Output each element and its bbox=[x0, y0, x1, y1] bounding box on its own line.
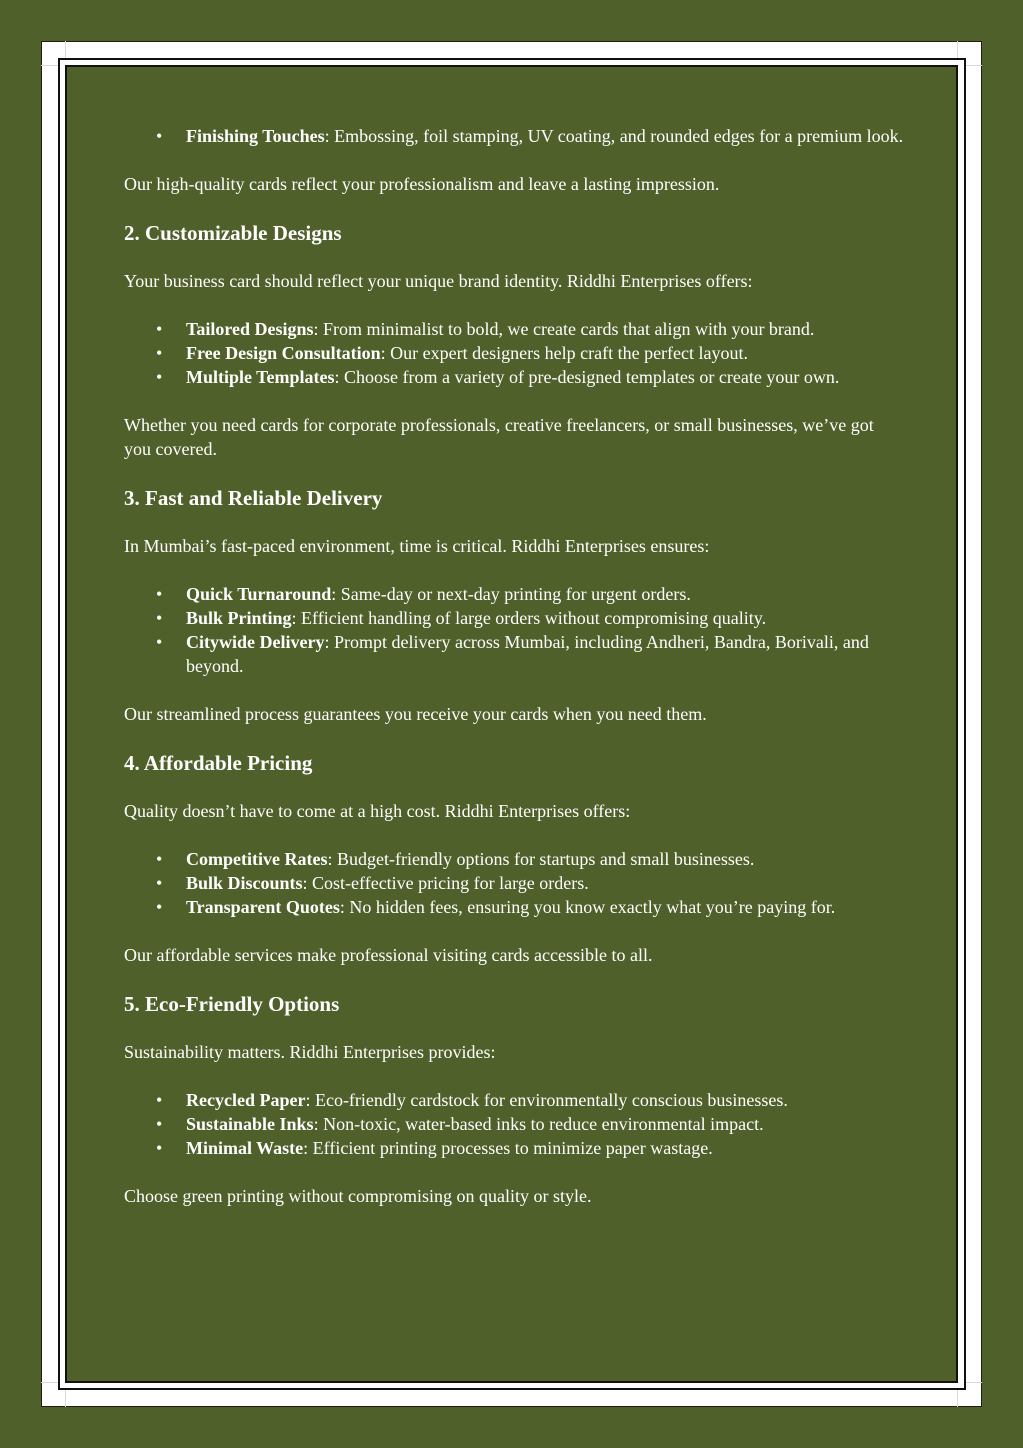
list-item bbox=[124, 317, 904, 341]
corner-tick-top-right-vertical bbox=[957, 41, 958, 58]
bullet-icon: • bbox=[156, 126, 163, 146]
section-closing: Our affordable services make professional visiting cards accessible to all. bbox=[124, 945, 653, 965]
section-fast-delivery bbox=[124, 485, 904, 726]
bullet-icon: • bbox=[156, 319, 163, 339]
bullet-icon: • bbox=[156, 608, 163, 628]
section-customizable-designs bbox=[124, 220, 904, 461]
bullet-icon: • bbox=[156, 343, 163, 363]
section-lead: In Mumbai’s fast-paced environment, time is critical. Riddhi Enterprises ensures: bbox=[124, 536, 710, 556]
list-item-term: Free Design Consultation bbox=[186, 343, 381, 363]
section-lead: Quality doesn’t have to come at a high cost. Riddhi Enterprises offers: bbox=[124, 801, 631, 821]
section-affordable-pricing bbox=[124, 750, 904, 967]
list-item bbox=[124, 341, 904, 365]
list-item bbox=[124, 895, 904, 919]
section-lead: Your business card should reflect your unique brand identity. Riddhi Enterprises offers: bbox=[124, 271, 753, 291]
section-eco-friendly bbox=[124, 991, 904, 1208]
bullet-icon: • bbox=[156, 873, 163, 893]
section-heading: 5. Eco-Friendly Options bbox=[124, 992, 340, 1016]
list-item-term: Sustainable Inks bbox=[186, 1114, 314, 1134]
section-heading: 3. Fast and Reliable Delivery bbox=[124, 486, 383, 510]
list-item-term: Quick Turnaround bbox=[186, 584, 332, 604]
list-item-text: : No hidden fees, ensuring you know exactly what you’re paying for. bbox=[339, 897, 836, 917]
list-item bbox=[124, 582, 904, 606]
list-item-text: : Non-toxic, water-based inks to reduce environmental impact. bbox=[313, 1114, 764, 1134]
list-item-term: Bulk Discounts bbox=[186, 873, 303, 893]
bullet-icon: • bbox=[156, 367, 163, 387]
list-item-term: Bulk Printing bbox=[186, 608, 292, 628]
list-item-text: : From minimalist to bold, we create cards that align with your brand. bbox=[313, 319, 815, 339]
list-item bbox=[124, 847, 904, 871]
section-list bbox=[124, 317, 904, 389]
list-item-term: Transparent Quotes bbox=[186, 897, 340, 917]
list-item bbox=[124, 630, 904, 678]
section-heading: 2. Customizable Designs bbox=[124, 221, 342, 245]
corner-tick-bottom-left bbox=[41, 1382, 58, 1383]
list-item-term: Multiple Templates bbox=[186, 367, 335, 387]
list-item-text: : Embossing, foil stamping, UV coating, and rounded edges for a premium look. bbox=[324, 126, 904, 146]
list-item-text: : Cost-effective pricing for large orders. bbox=[302, 873, 589, 893]
list-item-term: Recycled Paper bbox=[186, 1090, 306, 1110]
list-item-text: : Budget-friendly options for startups and small businesses. bbox=[327, 849, 755, 869]
list-item-term: Minimal Waste bbox=[186, 1138, 304, 1158]
list-item-text: : Eco-friendly cardstock for environmentally conscious businesses. bbox=[305, 1090, 788, 1110]
corner-tick-bottom-right bbox=[966, 1382, 982, 1383]
intro-list bbox=[124, 124, 904, 148]
section-lead: Sustainability matters. Riddhi Enterprises provides: bbox=[124, 1042, 496, 1062]
bullet-icon: • bbox=[156, 897, 163, 917]
list-item-text: : Same-day or next-day printing for urgent orders. bbox=[331, 584, 691, 604]
list-item-text: : Efficient printing processes to minimize paper wastage. bbox=[303, 1138, 713, 1158]
list-item bbox=[124, 606, 904, 630]
list-item-text: : Choose from a variety of pre-designed templates or create your own. bbox=[334, 367, 840, 387]
list-item bbox=[124, 1112, 904, 1136]
corner-tick-bottom-right-vertical bbox=[957, 1390, 958, 1407]
corner-tick-top-right bbox=[966, 65, 982, 66]
bullet-icon: • bbox=[156, 849, 163, 869]
section-list bbox=[124, 1088, 904, 1160]
list-item-term: Competitive Rates bbox=[186, 849, 328, 869]
corner-tick-top-left bbox=[41, 65, 58, 66]
bullet-icon: • bbox=[156, 1090, 163, 1110]
bullet-icon: • bbox=[156, 1114, 163, 1134]
document-body bbox=[124, 124, 904, 1232]
list-item bbox=[124, 871, 904, 895]
intro-closing: Our high-quality cards reflect your professionalism and leave a lasting impression. bbox=[124, 174, 720, 194]
list-item-text: : Prompt delivery across Mumbai, including Andheri, Bandra, Borivali, and beyond. bbox=[186, 632, 869, 676]
bullet-icon: • bbox=[156, 584, 163, 604]
corner-tick-top-left-vertical bbox=[65, 41, 66, 58]
section-closing: Choose green printing without compromising on quality or style. bbox=[124, 1186, 592, 1206]
list-item-term: Citywide Delivery bbox=[186, 632, 325, 652]
bullet-icon: • bbox=[156, 1138, 163, 1158]
list-item-text: : Efficient handling of large orders without compromising quality. bbox=[291, 608, 767, 628]
list-item bbox=[124, 365, 904, 389]
section-list bbox=[124, 847, 904, 919]
section-closing: Our streamlined process guarantees you receive your cards when you need them. bbox=[124, 704, 707, 724]
list-item-text: : Our expert designers help craft the perfect layout. bbox=[380, 343, 749, 363]
section-list bbox=[124, 582, 904, 678]
list-item-term: Finishing Touches bbox=[186, 126, 325, 146]
list-item bbox=[124, 1136, 904, 1160]
list-item-term: Tailored Designs bbox=[186, 319, 314, 339]
section-heading: 4. Affordable Pricing bbox=[124, 751, 313, 775]
list-item bbox=[124, 124, 904, 148]
bullet-icon: • bbox=[156, 632, 163, 652]
list-item bbox=[124, 1088, 904, 1112]
corner-tick-bottom-left-vertical bbox=[65, 1390, 66, 1407]
section-closing: Whether you need cards for corporate professionals, creative freelancers, or small businesses, we’ve got you covered. bbox=[124, 415, 874, 459]
